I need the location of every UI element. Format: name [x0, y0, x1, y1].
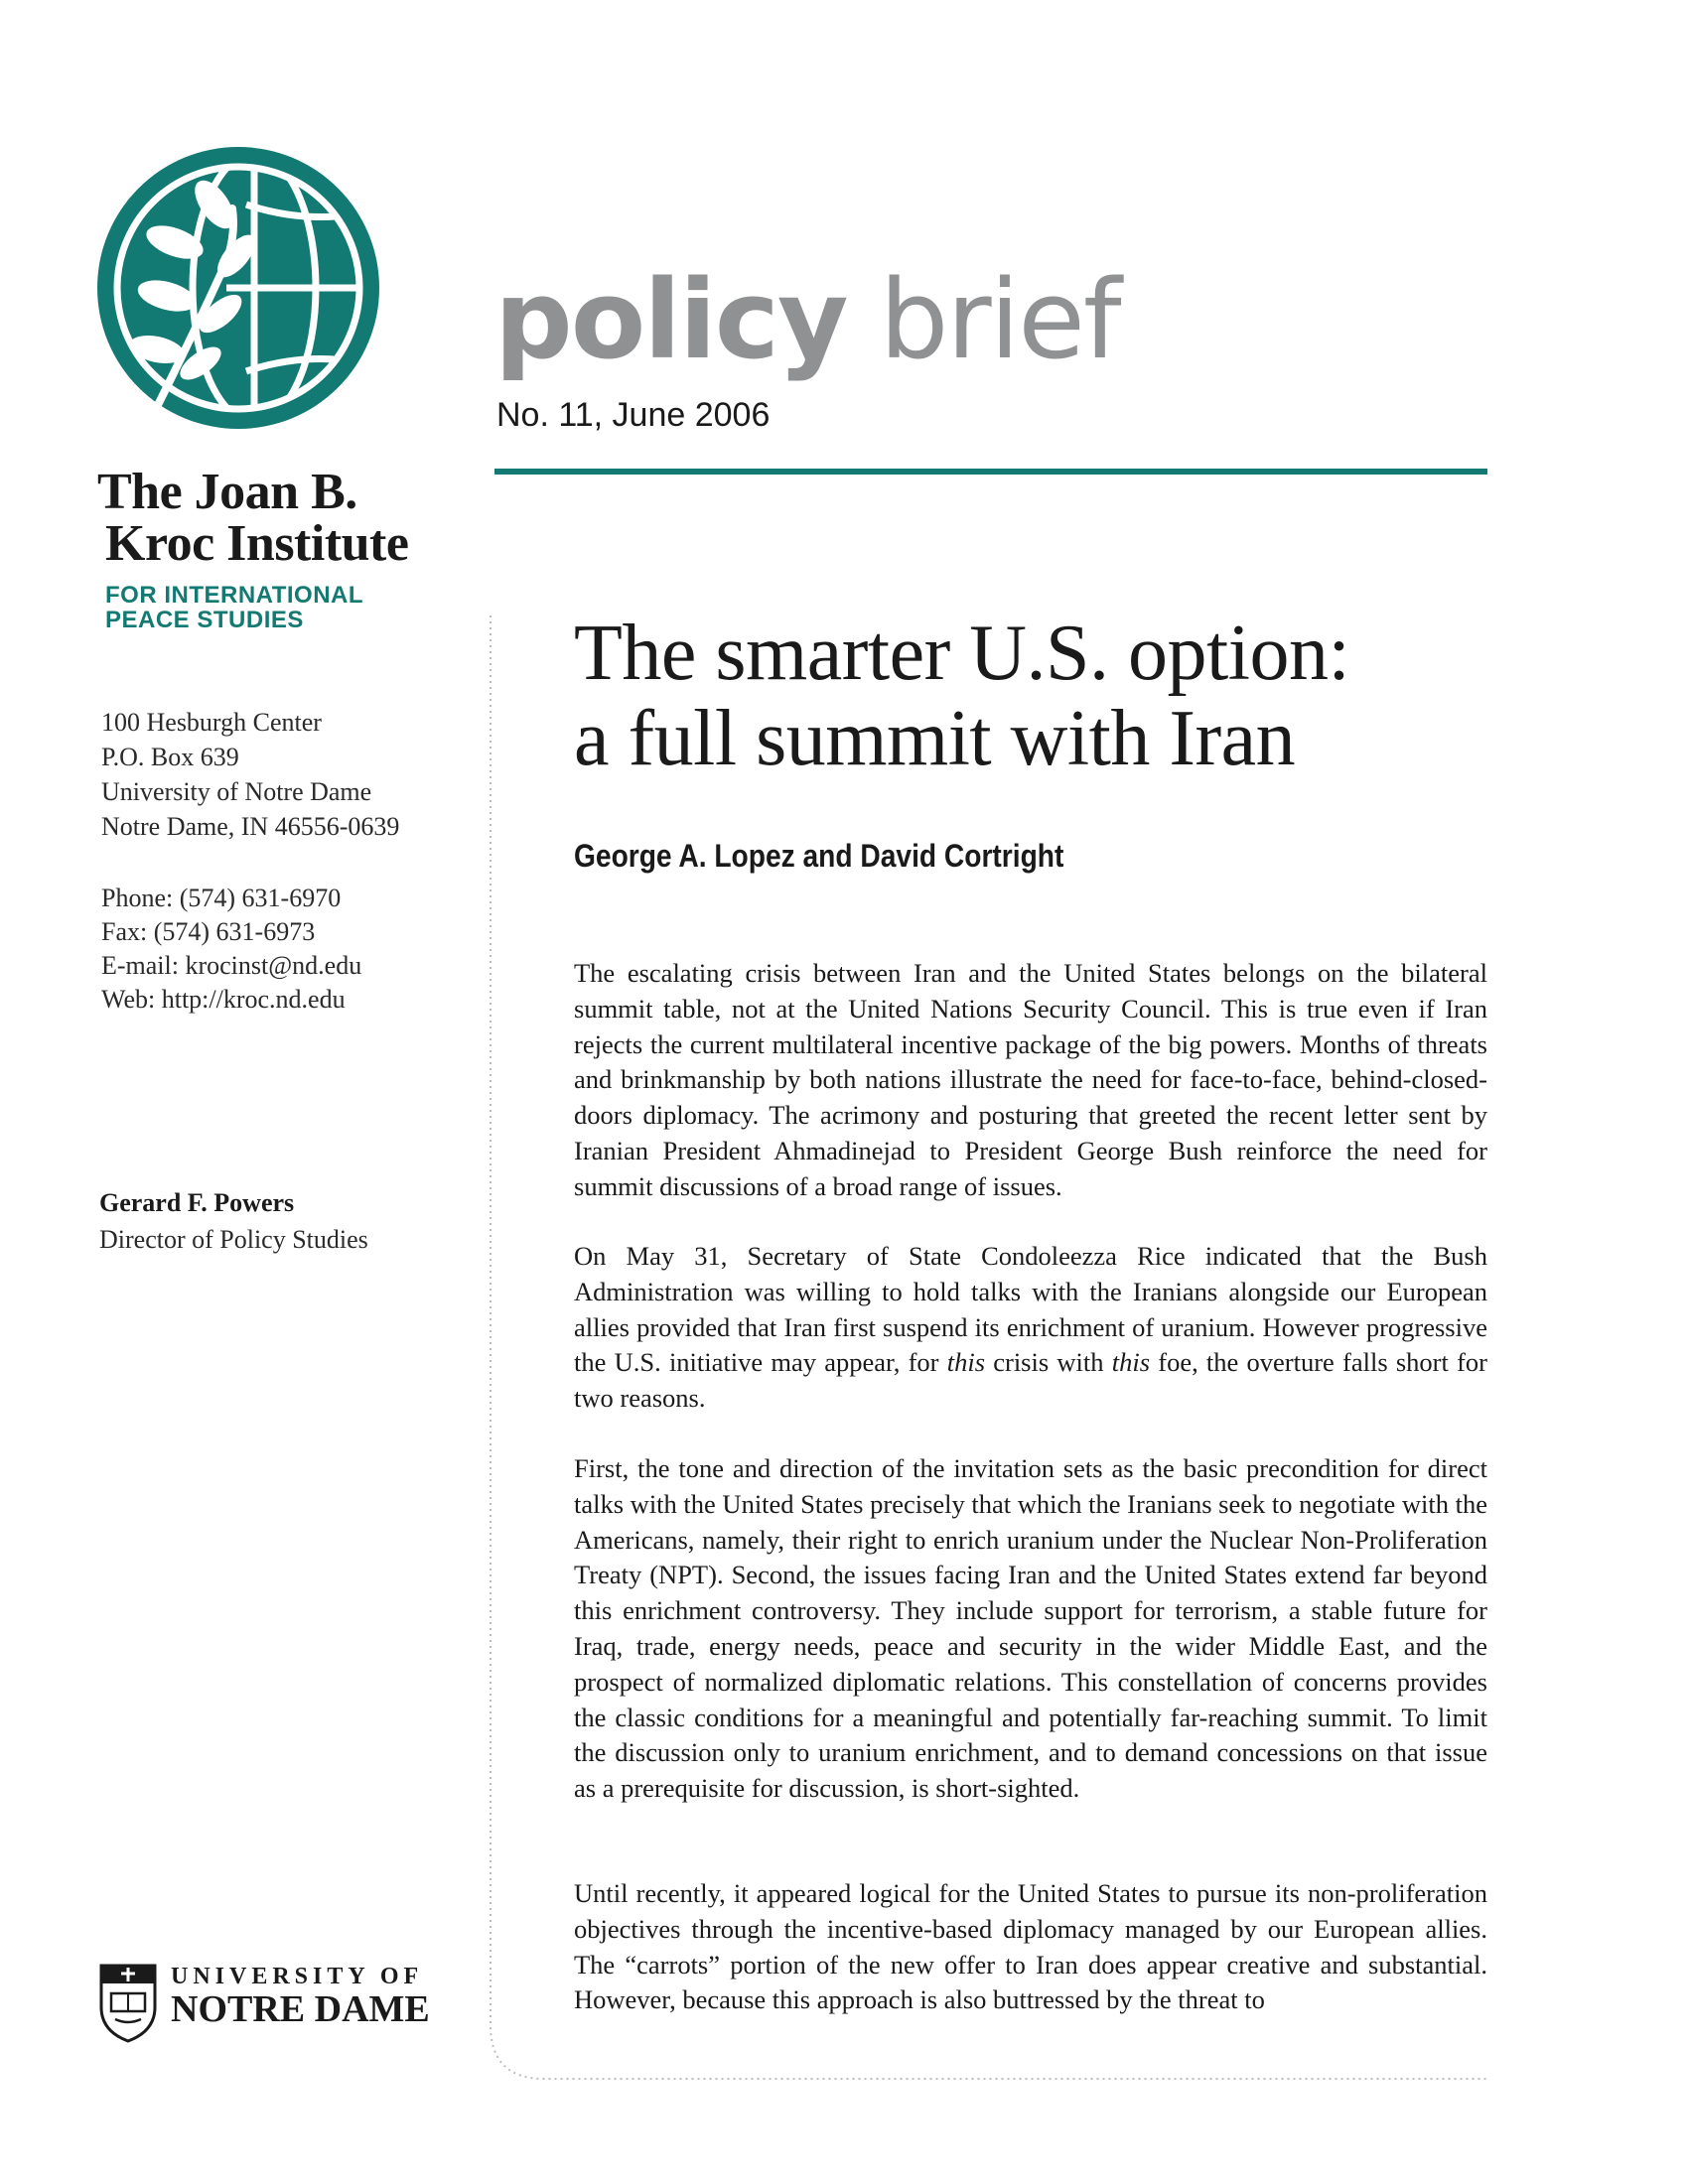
contact-web: Web: http://kroc.nd.edu	[101, 985, 346, 1014]
mailing-address	[101, 705, 479, 844]
article-title	[574, 611, 1487, 781]
institute-subtitle-line1: FOR INTERNATIONAL	[105, 582, 364, 609]
contact-fax: Fax: (574) 631-6973	[101, 917, 316, 946]
director-name: Gerard F. Powers	[99, 1188, 295, 1217]
institute-name	[97, 464, 455, 572]
contact-phone: Phone: (574) 631-6970	[101, 884, 342, 912]
address-line1: 100 Hesburgh Center	[101, 708, 322, 737]
policy-brief-title	[494, 256, 1190, 383]
article-title-line2: a full summit with Iran	[574, 695, 1296, 782]
institute-subtitle-line2: PEACE STUDIES	[105, 607, 304, 633]
institute-name-line1: The Joan B.	[97, 464, 357, 520]
paragraph-2-text-b: crisis with	[985, 1347, 1112, 1378]
article-paragraph-4: Until recently, it appeared logical for the United States to pursue its non-proliferation objectives through the incentive-based diplomacy managed by our European allies. The “carrots” portion of the new offer to Iran does appear creative and substantial. However, because this approach is also buttressed by the threat to	[574, 1878, 1487, 2015]
paragraph-2-text-c: foe, the overture falls short for two reasons.	[574, 1347, 1487, 1414]
issue-date: No. 11, June 2006	[496, 396, 771, 434]
notre-dame-seal-icon	[97, 1962, 159, 2043]
contact-info	[101, 882, 479, 1017]
paragraph-2-text-a: On May 31, Secretary of State Condoleezza Rice indicated that the Bush Administration was willing to hold talks with the Iranians alongside our European allies provided that Iran first suspend its enrichment of uranium. However progressive the U.S. initiative may appear, for	[574, 1241, 1487, 1378]
address-line3: University of Notre Dame	[101, 777, 372, 806]
contact-email: E-mail: krocinst@nd.edu	[101, 951, 362, 980]
article-paragraph-1: The escalating crisis between Iran and the United States belongs on the bilateral summit table, not at the United Nations Security Council. This is true even if Iran rejects the current multilateral incentive package of the big powers. Months of threats and brinkmanship by both nations illustrate the need for face-to-face, behind-closed-doors diplomacy. The acrimony and posturing that greeted the recent letter sent by Iranian President Ahmadinejad to President George Bush reinforce the need for summit discussions of a broad range of issues.	[574, 958, 1487, 1201]
address-line2: P.O. Box 639	[101, 743, 239, 771]
policy-brief-title-word2: brief	[846, 256, 1120, 383]
notre-dame-wordmark-line1: UNIVERSITY OF	[171, 1964, 424, 1989]
paragraph-2-emphasis-1: this	[946, 1347, 986, 1378]
article-paragraph-3: First, the tone and direction of the invitation sets as the basic precondition for direct talks with the United States precisely that which the Iranians seek to negotiate with the Americans, namely, their right to enrich uranium under the Nuclear Non-Proliferation Treaty (NPT). Second, the issues facing Iran and the United States extend far beyond this enrichment controversy. They include support for terrorism, a stable future for Iraq, trade, energy needs, peace and security in the wider Middle East, and the prospect of normalized diplomatic relations. This constellation of concerns provides the classic conditions for a meaningful and potentially far-reaching summit. To limit the discussion only to uranium enrichment, and to demand concessions on that issue as a prerequisite for discussion, is short-sighted.	[574, 1453, 1487, 1804]
address-line4: Notre Dame, IN 46556-0639	[101, 812, 400, 841]
notre-dame-wordmark-line2: NOTRE DAME	[171, 1988, 430, 2030]
notre-dame-wordmark	[171, 1964, 469, 2029]
paragraph-2-emphasis-2: this	[1111, 1347, 1151, 1378]
header-divider	[494, 469, 1487, 475]
director-title: Director of Policy Studies	[99, 1225, 368, 1254]
globe-olive-branch-logo-icon	[97, 147, 379, 429]
institute-subtitle	[105, 583, 463, 632]
article-authors: George A. Lopez and David Cortright	[574, 838, 1064, 874]
policy-brief-title-word1: policy	[494, 256, 847, 383]
article-title-line1: The smarter U.S. option:	[574, 610, 1350, 697]
article-paragraph-2	[574, 1239, 1487, 1417]
institute-name-line2: Kroc Institute	[105, 515, 409, 572]
